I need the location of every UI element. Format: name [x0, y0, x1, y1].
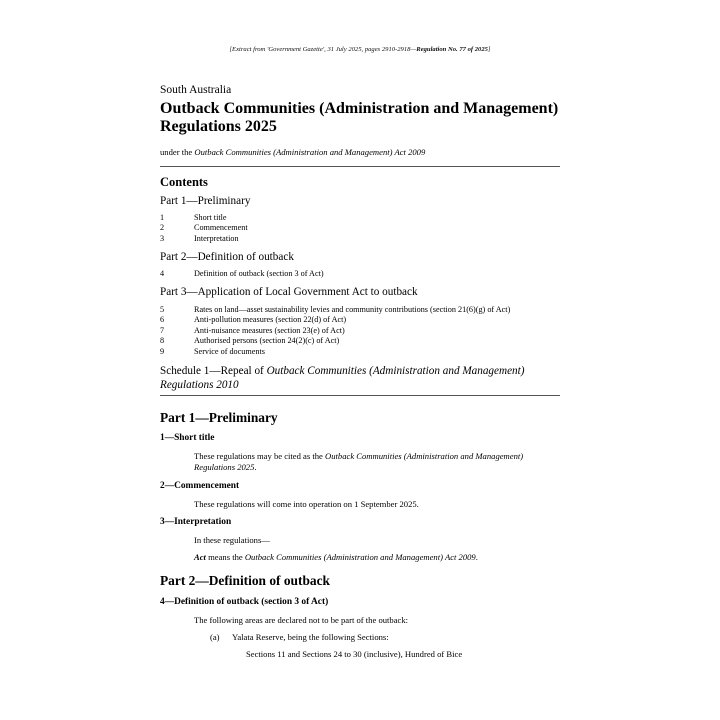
section-3-definition: Act means the Outback Communities (Administration and Management) Act 2009.: [194, 552, 478, 562]
toc-item[interactable]: 2 Commencement: [160, 223, 248, 233]
toc-item[interactable]: 8 Authorised persons (section 24(2)(c) of Act): [160, 336, 340, 346]
section-1-text: These regulations may be cited as the Outback Communities (Administration and Management) Regulations 2025.: [194, 451, 524, 472]
toc-item[interactable]: 5 Rates on land—asset sustainability levies and community contributions (section 21(6)(g) of Act): [160, 305, 511, 314]
section-1-heading: 1—Short title: [160, 433, 215, 443]
toc-item[interactable]: 9 Service of documents: [160, 346, 265, 356]
toc-part-3[interactable]: Part 3—Application of Local Government Act to outback: [160, 286, 418, 298]
paragraph-a-sections: Sections 11 and Sections 24 to 30 (inclusive), Hundred of Bice: [246, 649, 463, 659]
paragraph-a: (a) Yalata Reserve, being the following Sections:: [210, 632, 389, 642]
toc-part-3-list: [160, 305, 560, 357]
toc-part-1[interactable]: Part 1—Preliminary: [160, 195, 251, 207]
toc-item[interactable]: 1 Short title: [160, 213, 227, 222]
toc-schedule-1[interactable]: Schedule 1—Repeal of Outback Communities (Administration and Management) Regulations 2010: [160, 365, 525, 391]
section-2-text: These regulations will come into operation on 1 September 2025.: [194, 499, 419, 509]
enabling-act: under the Outback Communities (Administration and Management) Act 2009: [160, 147, 426, 157]
gazette-extract-note: [Extract from 'Government Gazette', 31 July 2025, pages 2910-2918—Regulation No. 77 of 2025]: [229, 46, 491, 53]
toc-part-1-list: [160, 213, 560, 244]
section-4-text: The following areas are declared not to be part of the outback:: [194, 615, 409, 625]
toc-part-2[interactable]: Part 2—Definition of outback: [160, 251, 294, 263]
toc-item[interactable]: 6 Anti-pollution measures (section 22(d) of Act): [160, 315, 347, 325]
section-3-heading: 3—Interpretation: [160, 517, 232, 527]
toc-part-2-list: [160, 269, 560, 279]
divider: [160, 166, 560, 167]
section-3-intro: In these regulations—: [194, 535, 270, 545]
section-2-heading: 2—Commencement: [160, 481, 240, 491]
divider: [160, 395, 560, 396]
jurisdiction: South Australia: [160, 84, 232, 96]
section-4-heading: 4—Definition of outback (section 3 of Act): [160, 597, 329, 607]
toc-item[interactable]: 7 Anti-nuisance measures (section 23(e) of Act): [160, 325, 345, 335]
part-1-heading: Part 1—Preliminary: [160, 410, 278, 425]
part-2-heading: Part 2—Definition of outback: [160, 573, 330, 588]
contents-heading: Contents: [160, 175, 208, 189]
toc-item[interactable]: 4 Definition of outback (section 3 of Act): [160, 269, 324, 278]
toc-item[interactable]: 3 Interpretation: [160, 233, 239, 243]
page-title: Outback Communities (Administration and Management) Regulations 2025: [160, 100, 559, 135]
